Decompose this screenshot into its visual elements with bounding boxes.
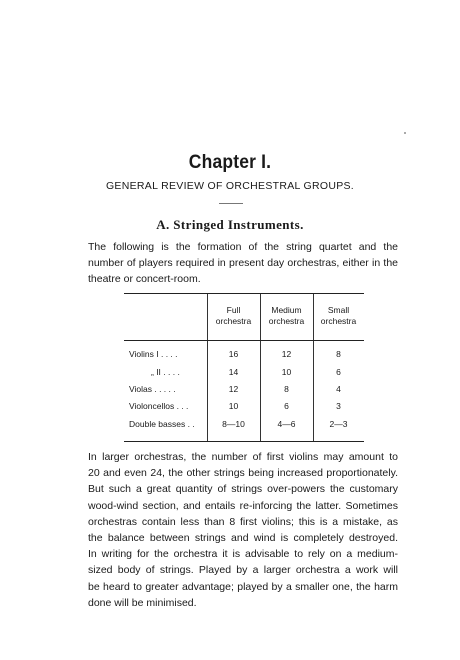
- table-row-violins-2: [124, 367, 364, 381]
- page-speck: [404, 132, 406, 134]
- intro-paragraph: [88, 239, 398, 288]
- body-line: be heard to greater advantage; played by a smaller one, the harm: [88, 580, 398, 593]
- table-header-rule: [124, 340, 364, 341]
- row-label: „ II . . . .: [151, 367, 180, 377]
- title-divider: [219, 203, 243, 204]
- body-line: wood-wind section, and entails re-inforcing the latter. Sometimes: [88, 499, 398, 512]
- body-line: In larger orchestras, the number of first violins may amount to: [88, 451, 398, 463]
- column-header-small: [313, 305, 364, 327]
- body-line: orchestras contain less than 8 first violins; this is a mistake, as: [88, 515, 398, 528]
- cell-full: 12: [228, 384, 239, 394]
- body-line: sized body of strings. Played by a larger orchestra a work will: [88, 564, 398, 577]
- table-row-violoncellos: [124, 401, 364, 415]
- cell-small: 4: [336, 384, 341, 394]
- column-header-line: orchestra: [320, 316, 357, 326]
- table-row-violas: [124, 384, 364, 398]
- cell-full: 8—10: [222, 419, 245, 429]
- cell-small: 6: [336, 367, 341, 377]
- cell-small: 3: [336, 401, 341, 411]
- row-label: Violoncellos . . .: [129, 401, 189, 411]
- cell-small: 2—3: [329, 419, 348, 429]
- column-header-full: [207, 305, 260, 327]
- body-paragraph: [88, 449, 398, 611]
- cell-medium: 10: [281, 367, 292, 377]
- table-row-double-basses: [124, 419, 364, 433]
- chapter-title: Chapter I.: [188, 152, 272, 173]
- cell-medium: 4—6: [277, 419, 296, 429]
- cell-medium: 8: [284, 384, 289, 394]
- body-line: But such a great quantity of strings over-powers the customary: [88, 483, 398, 496]
- body-line: 20 and even 24, the other strings being increased proportionately.: [88, 467, 398, 480]
- cell-full: 16: [228, 349, 239, 359]
- section-heading: A. Stringed Instruments.: [156, 217, 304, 232]
- column-header-line: Full: [226, 305, 241, 315]
- row-label: Double basses . .: [129, 419, 195, 429]
- intro-line: theatre or concert-room.: [88, 273, 201, 286]
- body-line: In writing for the orchestra it is advisable to rely on a medium-: [88, 548, 398, 561]
- column-header-medium: [260, 305, 313, 327]
- body-line: the balance between strings and wind is completely destroyed.: [88, 532, 398, 545]
- cell-full: 14: [228, 367, 239, 377]
- body-line: done will be minimised.: [88, 596, 197, 609]
- column-header-line: orchestra: [268, 316, 305, 326]
- intro-line: number of players required in present day orchestras, either in the: [88, 257, 398, 270]
- column-header-line: Medium: [271, 305, 302, 315]
- cell-full: 10: [228, 401, 239, 411]
- row-label: Violas . . . . .: [129, 384, 176, 394]
- column-header-line: orchestra: [215, 316, 252, 326]
- chapter-subtitle: GENERAL REVIEW OF ORCHESTRAL GROUPS.: [105, 180, 355, 192]
- orchestra-formation-table: [124, 293, 364, 442]
- table-row-violins-1: [124, 349, 364, 363]
- cell-medium: 12: [281, 349, 292, 359]
- cell-small: 8: [336, 349, 341, 359]
- column-header-line: Small: [327, 305, 350, 315]
- cell-medium: 6: [284, 401, 289, 411]
- intro-line: The following is the formation of the string quartet and the: [88, 241, 398, 253]
- row-label: Violins I . . . .: [129, 349, 178, 359]
